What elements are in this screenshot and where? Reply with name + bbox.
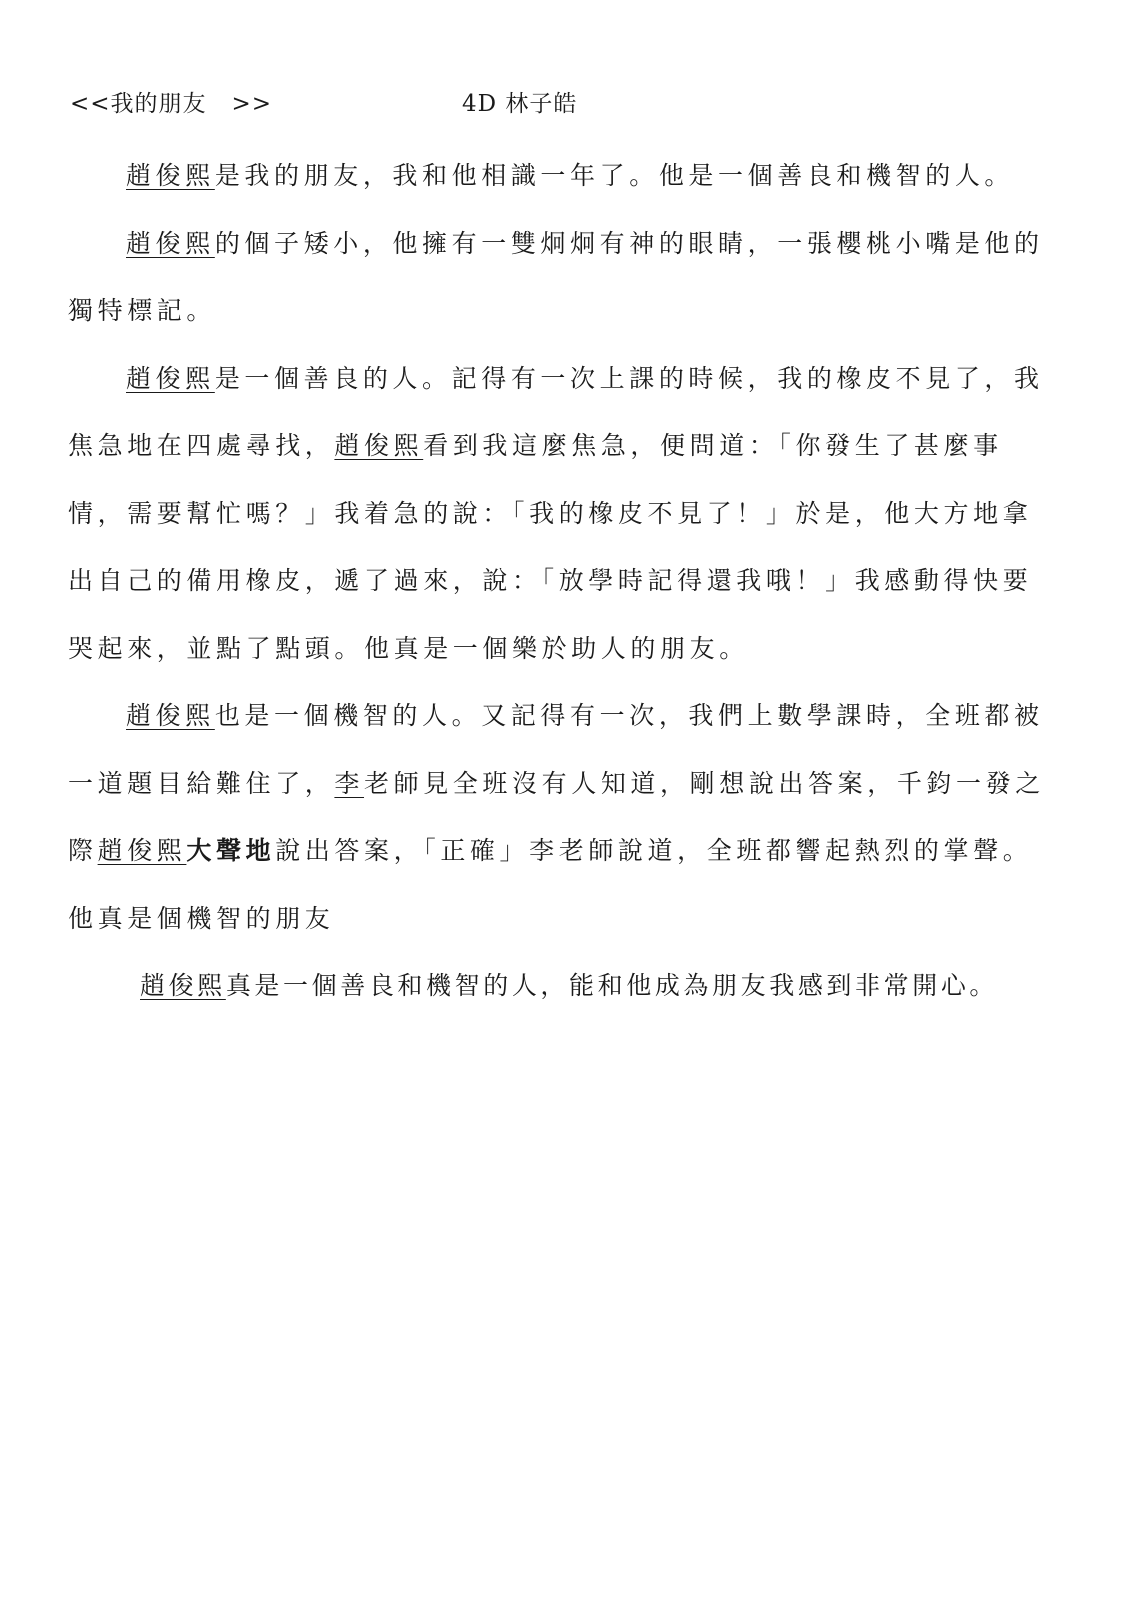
paragraph-text: 看到我這麼焦急，便問道：「你發生了甚麼事情，需要幫忙嗎？」我着急的說：「我的橡皮不見了！」於是，他大方地拿出自己的備用橡皮，遞了過來，說：「放學時記得還我哦！」我感動得快要哭起來，並點了點頭。他真是一個樂於助人的朋友。	[68, 431, 1033, 663]
paragraph-text: 的個子矮小，他擁有一雙炯炯有神的眼睛，一張櫻桃小嘴是他的獨特標記。	[68, 228, 1044, 325]
essay-body	[68, 142, 1048, 1020]
paragraph-4	[68, 682, 1048, 952]
paragraph-text: 也是一個機智的人。又記得有一次，我們上數學課時，全班都被一道題目給難住了，	[68, 701, 1044, 798]
bold-phrase: 大聲地	[186, 836, 276, 865]
underlined-name: 趙俊熙	[140, 971, 226, 1000]
paragraph-text: 真是一個善良和機智的人，能和他成為朋友我感到非常開心。	[225, 971, 999, 1000]
essay-header	[70, 86, 1050, 122]
paragraph-3	[68, 345, 1048, 683]
paragraph-1	[68, 142, 1048, 210]
paragraph-text: 說出答案，「正確」李老師說道，全班都響起熱烈的掌聲。他真是個機智的朋友	[68, 836, 1033, 933]
author-name: 4D 林子皓	[462, 91, 578, 117]
underlined-teacher-name: 李	[334, 768, 365, 798]
paragraph-2	[68, 210, 1048, 345]
essay-title: <<我的朋友 >>	[70, 91, 273, 117]
paragraph-text: 老師見全班沒有人知道，剛想說出答案，千鈞一發之際	[68, 768, 1045, 865]
paragraph-5	[68, 952, 1048, 1020]
underlined-name: 趙俊熙	[126, 363, 215, 393]
paragraph-text: 是我的朋友，我和他相識一年了。他是一個善良和機智的人。	[214, 161, 1015, 190]
paragraph-text: 是一個善良的人。記得有一次上課的時候，我的橡皮不見了，我焦急地在四處尋找，	[68, 363, 1044, 460]
underlined-name: 趙俊熙	[97, 836, 187, 865]
underlined-name: 趙俊熙	[334, 431, 424, 460]
underlined-name: 趙俊熙	[126, 701, 215, 730]
underlined-name: 趙俊熙	[126, 228, 215, 258]
underlined-name: 趙俊熙	[126, 161, 215, 190]
